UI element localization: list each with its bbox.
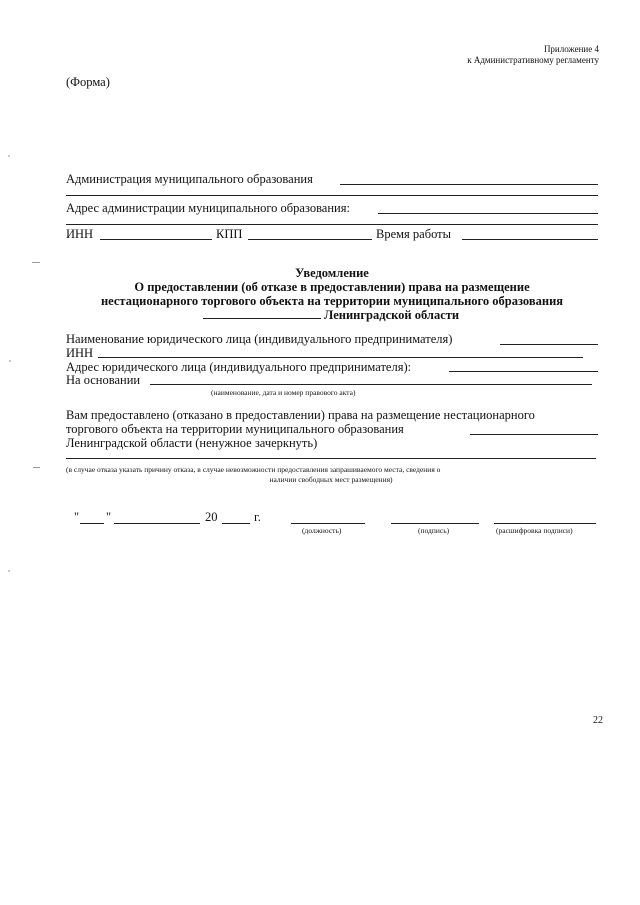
basis-hint: (наименование, дата и номер правового акта)	[211, 388, 356, 397]
decision-line-1: Вам предоставлено (отказано в предоставлении) права на размещение нестационарного	[66, 408, 535, 422]
kpp-label: КПП	[216, 227, 243, 241]
refusal-reason-field[interactable]	[66, 458, 596, 459]
entity-address-field[interactable]	[449, 371, 598, 372]
signature-field[interactable]	[391, 523, 479, 524]
notice-title-line-1: О предоставлении (об отказе в предоставлении) права на размещение	[134, 280, 530, 294]
administration-label: Администрация муниципального образования	[66, 172, 313, 186]
administration-field[interactable]	[340, 184, 598, 185]
notice-title-line-3: Ленинградской области	[324, 308, 460, 322]
kpp-field[interactable]	[248, 239, 372, 240]
basis-field[interactable]	[150, 384, 592, 385]
address-label: Адрес администрации муниципального образования:	[66, 201, 350, 215]
work-time-field[interactable]	[462, 239, 598, 240]
scan-artifact	[9, 360, 11, 362]
address-field-extra-line[interactable]	[66, 224, 598, 225]
scan-artifact	[8, 155, 10, 157]
notice-title-line-2: нестационарного торгового объекта на территории муниципального образования	[100, 294, 564, 308]
entity-name-label: Наименование юридического лица (индивидуального предпринимателя)	[66, 332, 453, 346]
inn-field[interactable]	[100, 239, 212, 240]
municipality-field[interactable]	[203, 318, 321, 319]
date-quote-close: "	[106, 510, 112, 524]
signature-decoding-field[interactable]	[494, 523, 596, 524]
date-year-suffix: г.	[254, 510, 261, 524]
date-day-field[interactable]	[80, 523, 104, 524]
date-month-field[interactable]	[114, 523, 200, 524]
refusal-note-line-2: наличии свободных мест размещения)	[269, 475, 393, 484]
decision-line-2: торгового объекта на территории муниципального образования	[66, 422, 404, 436]
basis-label: На основании	[66, 373, 141, 387]
decision-municipality-field[interactable]	[470, 434, 598, 435]
date-quote-open: "	[74, 510, 80, 524]
position-label: (должность)	[302, 526, 342, 535]
date-year-field[interactable]	[222, 523, 250, 524]
administration-field-extra-line[interactable]	[66, 195, 598, 196]
address-field[interactable]	[378, 213, 598, 214]
decision-line-3: Ленинградской области (ненужное зачеркнуть)	[66, 436, 318, 450]
entity-name-field[interactable]	[500, 344, 598, 345]
appendix-line-2: к Административному регламенту	[467, 55, 599, 65]
scan-artifact	[8, 570, 10, 572]
entity-address-label: Адрес юридического лица (индивидуального предпринимателя):	[66, 360, 412, 374]
inn-label: ИНН	[66, 227, 94, 241]
notice-heading: Уведомление	[295, 266, 369, 280]
scan-artifact	[33, 467, 40, 468]
entity-inn-field[interactable]	[98, 357, 583, 358]
page-number: 22	[593, 715, 603, 726]
form-label: (Форма)	[66, 75, 110, 89]
entity-inn-label: ИНН	[66, 346, 94, 360]
position-field[interactable]	[291, 523, 365, 524]
appendix-line-1: Приложение 4	[543, 44, 599, 54]
signature-label: (подпись)	[418, 526, 450, 535]
signature-decoding-label: (расшифровка подписи)	[496, 526, 573, 535]
work-time-label: Время работы	[376, 227, 452, 241]
date-year-prefix: 20	[205, 510, 218, 524]
refusal-note-line-1: (в случае отказа указать причину отказа, в случае невозможности предоставления запрашиваемого места, сведения о	[66, 465, 441, 474]
scan-artifact	[32, 262, 40, 263]
